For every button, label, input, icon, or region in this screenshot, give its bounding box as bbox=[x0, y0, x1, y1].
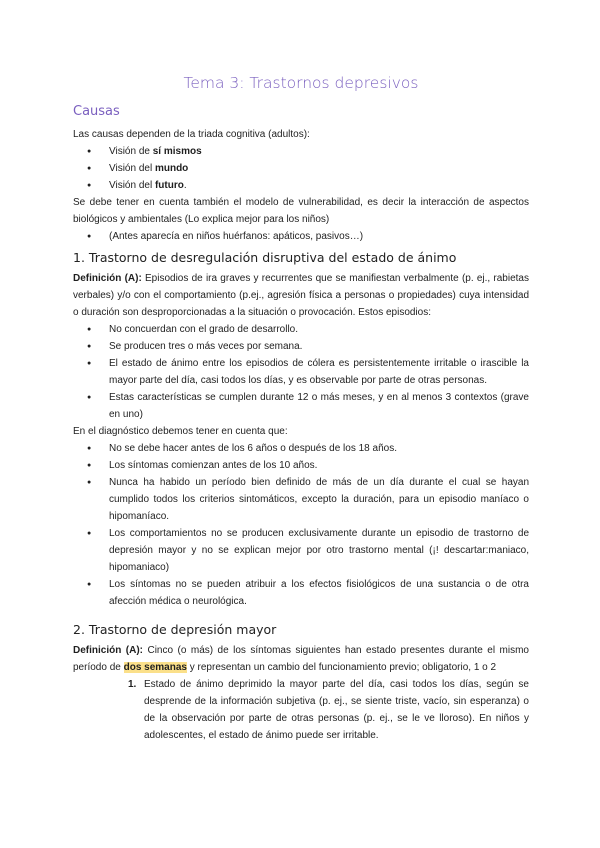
page-title: Tema 3: Trastornos depresivos bbox=[183, 74, 419, 92]
section2-block bbox=[73, 642, 529, 744]
causas-heading: Causas bbox=[73, 104, 120, 119]
list-item: ● Visión del futuro. bbox=[73, 177, 529, 194]
list-item: ● El estado de ánimo entre los episodios de cólera es persistentemente irritable o irascible la mayor parte del día, casi todos los días, y es observable por parte de otras personas. bbox=[73, 355, 529, 389]
causas-paragraph: Se debe tener en cuenta también el modelo de vulnerabilidad, es decir la interacción de aspectos biológicos y ambientales (Lo explica mejor para los niños) bbox=[73, 197, 529, 225]
section2-definition: Definición (A): Cinco (o más) de los síntomas siguientes han estado presentes durante el mismo período de dos semanas y representan un cambio del funcionamiento previo; obligatorio, 1 o 2 bbox=[73, 645, 529, 673]
section2-numbered-list bbox=[73, 676, 529, 744]
list-item: ● (Antes aparecía en niños huérfanos: apáticos, pasivos…) bbox=[73, 228, 529, 245]
section1-list bbox=[73, 321, 529, 423]
list-item: ● No se debe hacer antes de los 6 años o después de los 18 años. bbox=[73, 440, 529, 457]
causas-note-list bbox=[73, 228, 529, 245]
list-item: ● Los comportamientos no se producen exclusivamente durante un episodio de trastorno de depresión mayor y no se explican mejor por otro trastorno mental (¡! descartar:maniaco, hipomaniaco) bbox=[73, 525, 529, 576]
section1-heading: 1. Trastorno de desregulación disruptiva del estado de ánimo bbox=[73, 250, 457, 265]
list-item: ● Visión del mundo bbox=[73, 160, 529, 177]
diagnosis-intro: En el diagnóstico debemos tener en cuenta que: bbox=[73, 426, 288, 437]
list-item: ● Se producen tres o más veces por semana. bbox=[73, 338, 529, 355]
list-item: ● Los síntomas comienzan antes de los 10 años. bbox=[73, 457, 529, 474]
diagnosis-list bbox=[73, 440, 529, 610]
causas-intro: Las causas dependen de la triada cognitiva (adultos): bbox=[73, 129, 310, 140]
section2-heading: 2. Trastorno de depresión mayor bbox=[73, 622, 277, 637]
causas-block bbox=[73, 126, 529, 245]
causas-list bbox=[73, 143, 529, 194]
list-item: 1. Estado de ánimo deprimido la mayor parte del día, casi todos los días, según se desprende de la información subjetiva (p. ej., se siente triste, vacío, sin esperanza) o de la observación por parte de otras personas (p. ej., se le ve lloroso). En niños y adolescentes, el estado de ánimo puede ser irritable. bbox=[128, 679, 529, 741]
section1-definition: Definición (A): Episodios de ira graves y recurrentes que se manifiestan verbalmente (p. ej., rabietas verbales) y/o con el comportamiento (p.ej., agresión física a personas o propiedades) cuya intensidad o duración son desproporcionadas a la situación o provocación. Estos episodios: bbox=[73, 273, 529, 318]
list-item: ● No concuerdan con el grado de desarrollo. bbox=[73, 321, 529, 338]
list-item: ● Nunca ha habido un período bien definido de más de un día durante el cual se hayan cumplido todos los criterios sintomáticos, excepto la duración, para un episodio maníaco o hipomaníaco. bbox=[73, 474, 529, 525]
list-item: ● Estas características se cumplen durante 12 o más meses, y en al menos 3 contextos (grave en uno) bbox=[73, 389, 529, 423]
list-item: ● Los síntomas no se pueden atribuir a los efectos fisiológicos de una sustancia o de otra afección médica o neurológica. bbox=[73, 576, 529, 610]
section1-block bbox=[73, 270, 529, 610]
list-item: ● Visión de sí mismos bbox=[73, 143, 529, 160]
